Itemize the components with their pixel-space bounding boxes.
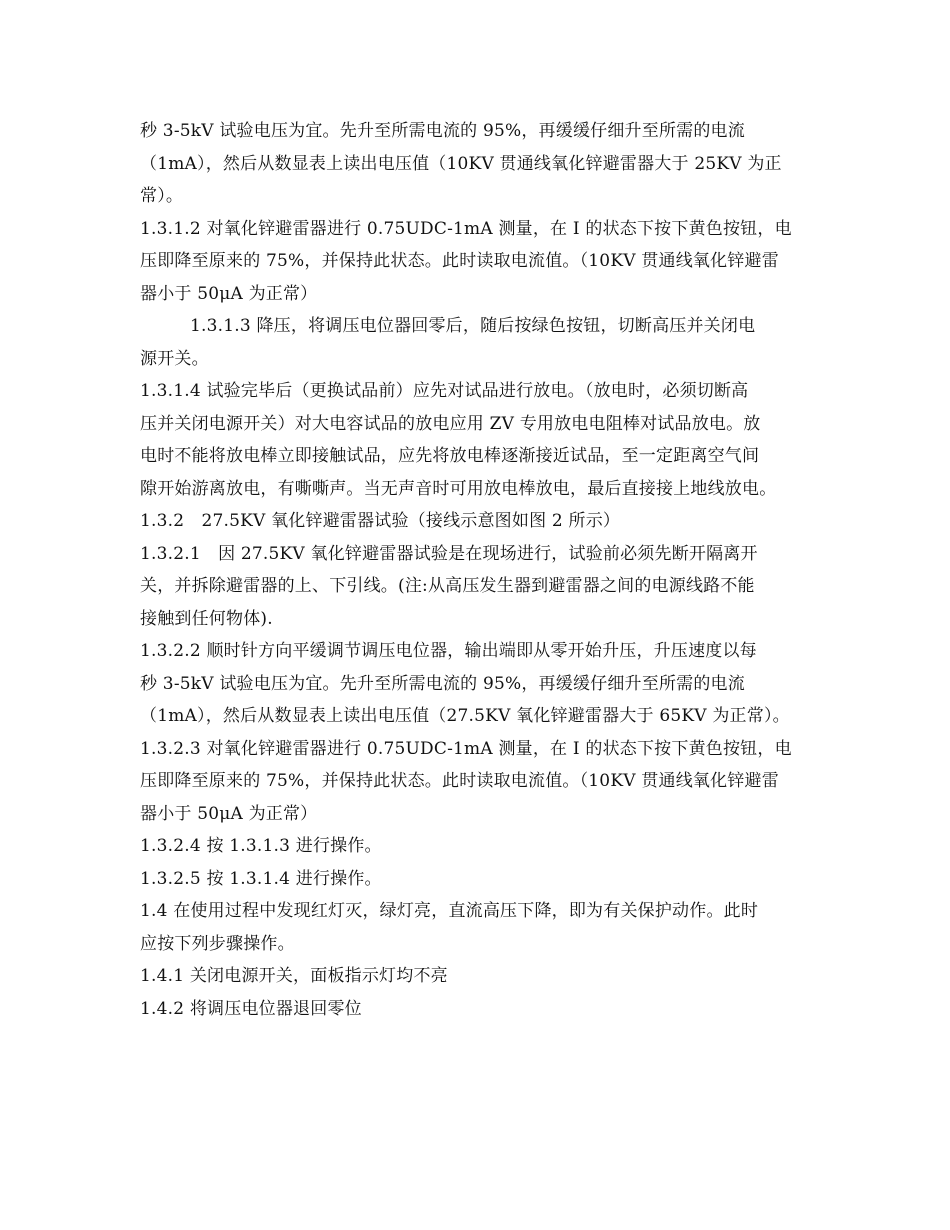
text-line: 隙开始游离放电，有嘶嘶声。当无声音时可用放电棒放电，最后直接接上地线放电。 (140, 479, 777, 499)
text-line: 电时不能将放电棒立即接触试品，应先将放电棒逐渐接近试品，至一定距离空气间 (140, 446, 760, 466)
text-line: 1.3.1.3 降压，将调压电位器回零后，随后按绿色按钮，切断高压并关闭电 (190, 316, 756, 336)
text-line: 1.3.2.3 对氧化锌避雷器进行 0.75UDC-1mA 测量，在 I 的状态下按下黄色按钮，电 (140, 739, 792, 759)
text-line: 1.3.2.5 按 1.3.1.4 进行操作。 (140, 869, 382, 889)
text-line: 关，并拆除避雷器的上、下引线。(注:从高压发生器到避雷器之间的电源线路不能 (140, 576, 755, 596)
text-line: 1.3.2.2 顺时针方向平缓调节调压电位器，输出端即从零开始升压，升压速度以每 (140, 641, 757, 661)
text-line: 秒 3-5kV 试验电压为宜。先升至所需电流的 95%，再缓缓仔细升至所需的电流 (140, 121, 745, 141)
text-line: 常）。 (140, 186, 184, 206)
text-line: 压并关闭电源开关）对大电容试品的放电应用 ZV 专用放电电阻棒对试品放电。放 (140, 414, 761, 434)
text-line: 1.3.2 27.5KV 氧化锌避雷器试验（接线示意图如图 2 所示） (140, 511, 621, 531)
text-line: 1.4.1 关闭电源开关，面板指示灯均不亮 (140, 966, 448, 986)
text-line: 1.3.2.4 按 1.3.1.3 进行操作。 (140, 836, 382, 856)
text-line: 源开关。 (140, 349, 209, 369)
text-line: （1mA），然后从数显表上读出电压值（10KV 贯通线氧化锌避雷器大于 25KV 为正 (140, 154, 782, 174)
text-line: 压即降至原来的 75%，并保持此状态。此时读取电流值。（10KV 贯通线氧化锌避雷 (140, 771, 779, 791)
text-line: 1.4.2 将调压电位器退回零位 (140, 999, 362, 1019)
text-line: 1.3.1.2 对氧化锌避雷器进行 0.75UDC-1mA 测量，在 I 的状态下按下黄色按钮，电 (140, 219, 792, 239)
text-line: 1.4 在使用过程中发现红灯灭，绿灯亮，直流高压下降，即为有关保护动作。此时 (140, 901, 759, 921)
text-line: 器小于 50μA 为正常） (140, 804, 318, 824)
text-line: 应按下列步骤操作。 (140, 934, 295, 954)
text-line: 1.3.2.1 因 27.5KV 氧化锌避雷器试验是在现场进行，试验前必须先断开隔离开 (140, 544, 758, 564)
text-line: 接触到任何物体). (140, 609, 273, 629)
text-line: 1.3.1.4 试验完毕后（更换试品前）应先对试品进行放电。（放电时，必须切断高 (140, 381, 749, 401)
text-line: 器小于 50μA 为正常） (140, 284, 318, 304)
text-line: 压即降至原来的 75%，并保持此状态。此时读取电流值。（10KV 贯通线氧化锌避雷 (140, 251, 779, 271)
text-line: 秒 3-5kV 试验电压为宜。先升至所需电流的 95%，再缓缓仔细升至所需的电流 (140, 674, 745, 694)
text-line: （1mA），然后从数显表上读出电压值（27.5KV 氧化锌避雷器大于 65KV 为正常）。 (140, 706, 790, 726)
